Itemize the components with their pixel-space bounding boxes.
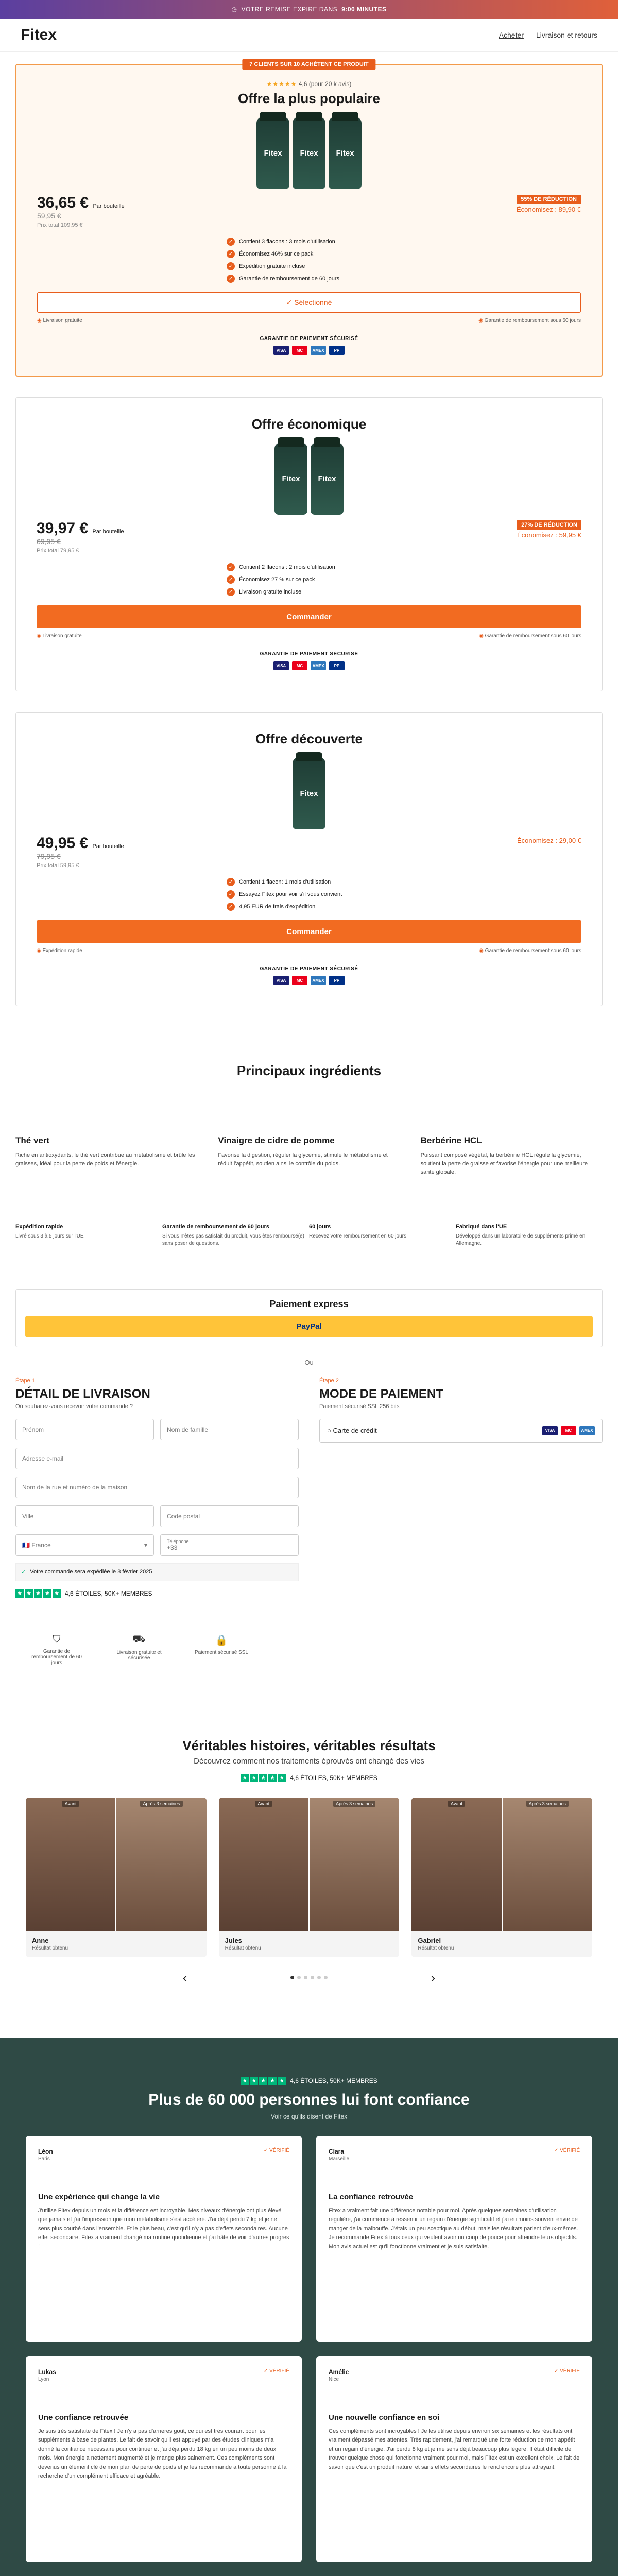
review-body: J'utilise Fitex depuis un mois et la différence est incroyable. Mes niveaux d'énergie ont plus élevé que jamais et j'ai l'impression que mon métabolisme s'est accéléré. J'ai déjà perdu 7 kg et je ne sens plus courbé dans l'ensemble. Et le plus beau, c'est qu'il n'y a pas d'effets secondaires. Aucune effet secondaire. Fitex a vraiment changé ma routine quotidienne et j'ai hâte de voir d'autres progrès ! xyxy=(38,2207,289,2250)
review-title: La confiance retrouvée xyxy=(329,2192,414,2201)
reviewer-city: Marseille xyxy=(329,2156,350,2162)
ingredient-desc: Riche en antioxydants, le thé vert contribue au métabolisme et brûle les graisses, idéal pour la perte de poids et l'énergie. xyxy=(15,1152,195,1167)
feature-item: ✓ Économisez 46% sur ce pack xyxy=(227,250,391,258)
review-title: Une nouvelle confiance en soi xyxy=(329,2413,440,2422)
email-field[interactable]: Adresse e-mail xyxy=(15,1448,299,1469)
verified-badge: ✓ VÉRIFIÉ xyxy=(554,2368,580,2374)
site-header xyxy=(0,19,618,52)
step-label: Étape 2 xyxy=(319,1377,339,1384)
payment-icons xyxy=(37,661,581,670)
payment-icons xyxy=(37,976,581,985)
chevron-left-icon[interactable]: ‹ xyxy=(182,1969,187,1986)
price-unit: Par bouteille xyxy=(92,529,124,535)
offer-title: Offre la plus populaire xyxy=(238,91,380,106)
feature-item: ✓ Garantie de remboursement de 60 jours xyxy=(227,275,391,283)
check-icon: ✓ xyxy=(227,890,235,899)
ingredient-desc: Favorise la digestion, réguler la glycémie, stimule le métabolisme et réduit l'appétit, soutien ainsi le contrôle du poids. xyxy=(218,1152,388,1167)
first-name-field[interactable]: Prénom xyxy=(15,1419,154,1440)
card-icons xyxy=(542,1426,595,1435)
stories-sub: Découvrez comment nos traitements éprouvés ont changé des vies xyxy=(194,1756,424,1766)
visa-icon: VISA xyxy=(273,346,289,355)
reviews-sub: Voir ce qu'ils disent de Fitex xyxy=(270,2112,348,2120)
offer-card-economy[interactable] xyxy=(15,397,603,691)
story-name: Anne xyxy=(32,1936,49,1944)
offers-section xyxy=(15,61,603,1006)
mini-info: ◉ Garantie de remboursement sous 60 jours xyxy=(479,633,581,639)
feature-item: ✓ Contient 3 flacons : 3 mois d'utilisation xyxy=(227,238,391,246)
offer-card-discovery[interactable] xyxy=(15,712,603,1006)
reviews-rating: ★ ★ ★ ★ ★ 4,6 ÉTOILES, 50K+ MEMBRES xyxy=(0,2077,618,2085)
check-icon: ✓ xyxy=(227,588,235,596)
product-image xyxy=(37,752,581,829)
info-item: 60 jours Recevez votre remboursement en 60 jours xyxy=(309,1223,406,1239)
logo[interactable]: Fitex xyxy=(21,26,57,43)
main-nav xyxy=(499,31,597,39)
amex-icon: AMEX xyxy=(311,346,326,355)
or-divider: Ou xyxy=(304,1358,314,1366)
review-card xyxy=(316,2356,592,2562)
check-icon: ✓ xyxy=(286,298,295,307)
reviewer-name: Lukas xyxy=(38,2368,56,2376)
offer-price xyxy=(37,520,124,537)
offer-rating xyxy=(37,80,581,88)
offer-card-popular[interactable] xyxy=(15,61,603,377)
carousel-dot[interactable] xyxy=(311,1976,314,1979)
price-value: 49,95 € xyxy=(37,835,89,852)
carousel-dot[interactable] xyxy=(297,1976,301,1979)
story-meta: Résultat obtenu xyxy=(32,1945,68,1951)
ingredient-desc: Puissant composé végétal, la berbérine HCL régule la glycémie, soutient la perte de graisse et favorise l'énergie pour une meilleure santé globale. xyxy=(420,1152,588,1175)
feature-item: ✓ Contient 1 flacon: 1 mois d'utilisation xyxy=(227,878,391,886)
amex-icon: AMEX xyxy=(311,661,326,670)
offer-features xyxy=(227,878,391,911)
review-body: Fitex a vraiment fait une différence notable pour moi. Après quelques semaines d'utilisation régulière, j'ai commencé à ressentir un regain d'énergie significatif et j'ai eu moins souvent envie de manger de la malbouffe. J'étais un peu sceptique au début, mais les résultats parlent d'eux-mêmes. Je recommande Fitex à tous ceux qui veulent avoir un coup de pouce pour atteindre leurs objectifs. Mon avis actuel est qu'il fonctionne vraiment et je suis satisfaite. xyxy=(329,2207,578,2250)
before-after-image: Avant Après 3 semaines xyxy=(219,1798,400,1931)
secure-payment-label: GARANTIE DE PAIEMENT SÉCURISÉ xyxy=(260,336,358,342)
express-payment xyxy=(15,1289,603,1347)
secure-payment-label: GARANTIE DE PAIEMENT SÉCURISÉ xyxy=(260,651,358,657)
check-icon: ✓ xyxy=(21,1569,26,1575)
reviewer-name: Léon xyxy=(38,2147,53,2155)
saving-text: Économisez : 29,00 € xyxy=(517,837,581,844)
review-card xyxy=(316,2136,592,2342)
price-unit: Par bouteille xyxy=(92,843,124,850)
nav-buy[interactable]: Acheter xyxy=(499,30,524,39)
offer-title: Offre économique xyxy=(251,416,367,432)
carousel-dots xyxy=(290,1976,328,1979)
review-grid xyxy=(26,2136,592,2576)
check-icon: ✓ xyxy=(227,250,235,258)
review-body: Ces compléments sont incroyables ! Je les utilise depuis environ six semaines et les résultats ont vraiment dépassé mes attentes. Très rapidement, j'ai remarqué une forte réduction de mon appétit et un regain d'énergie. J'ai perdu 8 kg et je me sens déjà beaucoup plus légère. Il était difficile de trouver quelque chose qui fonctionne vraiment pour moi, mais Fitex est un excellent choix. Le fait de savoir que c'est un produit naturel et sans effets secondaires le rend encore plus attrayant. xyxy=(329,2428,580,2470)
payment-icons xyxy=(37,346,581,355)
check-icon: ✓ xyxy=(227,563,235,571)
trustpilot-stars-icon: ★ ★ ★ ★ ★ xyxy=(15,1589,61,1598)
price-unit: Par bouteille xyxy=(93,203,125,209)
flag-icon: 🇫🇷 xyxy=(22,1541,32,1549)
jar: Fitex xyxy=(311,443,344,515)
old-price: 59,95 € xyxy=(37,212,61,220)
guarantee-item: 🔒 Paiement sécurisé SSL xyxy=(191,1634,252,1666)
trust-rating: ★ ★ ★ ★ ★ 4,6 ÉTOILES, 50K+ MEMBRES xyxy=(15,1589,299,1598)
mastercard-icon: MC xyxy=(292,976,307,985)
street-field[interactable]: Nom de la rue et numéro de la maison xyxy=(15,1477,299,1498)
reviews-section xyxy=(0,2038,618,2576)
visa-icon: VISA xyxy=(273,976,289,985)
price-note: Prix total 79,95 € xyxy=(37,548,79,554)
story-card xyxy=(26,1798,207,1957)
phone-field[interactable]: Téléphone +33 xyxy=(160,1534,299,1556)
delivery-title: DÉTAIL DE LIVRAISON xyxy=(15,1386,150,1401)
story-name: Gabriel xyxy=(418,1936,441,1944)
mastercard-icon: MC xyxy=(292,661,307,670)
checkout-section xyxy=(15,1289,603,1598)
promo-topbar xyxy=(0,0,618,19)
amex-icon: AMEX xyxy=(579,1426,595,1435)
check-icon: ✓ xyxy=(227,878,235,886)
check-icon: ✓ xyxy=(263,2147,270,2154)
price-note: Prix total 109,95 € xyxy=(37,222,83,228)
mastercard-icon: MC xyxy=(561,1426,576,1435)
reviewer-name: Clara xyxy=(329,2147,345,2155)
reviews-title: Plus de 60 000 personnes lui font confiance xyxy=(148,2091,470,2108)
offer-features xyxy=(227,563,391,596)
ingredient-name: Berbérine HCL xyxy=(420,1136,482,1145)
secure-payment-label: GARANTIE DE PAIEMENT SÉCURISÉ xyxy=(260,966,358,972)
stories-title: Véritables histoires, véritables résultats xyxy=(182,1737,436,1753)
old-price: 79,95 € xyxy=(37,852,61,860)
guarantees xyxy=(15,1634,603,1666)
mini-info: ◉ Expédition rapide xyxy=(37,948,82,954)
ingredient-name: Vinaigre de cidre de pomme xyxy=(218,1136,335,1145)
last-name-field[interactable]: Nom de famille xyxy=(160,1419,299,1440)
info-strip xyxy=(15,1208,603,1263)
ingredient-item xyxy=(421,1136,603,1177)
paypal-icon: PP xyxy=(329,346,345,355)
feature-item: ✓ Économisez 27 % sur ce pack xyxy=(227,575,391,584)
paypal-icon: PP xyxy=(329,661,345,670)
old-price: 69,95 € xyxy=(37,537,61,546)
delivery-form xyxy=(15,1378,299,1598)
order-button[interactable]: Commander xyxy=(37,920,581,943)
offer-badge: 7 CLIENTS SUR 10 ACHÈTENT CE PRODUIT xyxy=(242,59,375,70)
story-meta: Résultat obtenu xyxy=(225,1945,261,1951)
price-value: 39,97 € xyxy=(37,520,89,537)
offer-price xyxy=(37,194,125,212)
payment-title: MODE DE PAIEMENT xyxy=(319,1386,443,1401)
ingredient-name: Thé vert xyxy=(15,1136,50,1145)
check-icon: ✓ xyxy=(227,275,235,283)
delivery-note: ✓ Votre commande sera expédiée le 8 février 2025 xyxy=(15,1563,299,1581)
jar: Fitex xyxy=(256,117,289,189)
offer-price xyxy=(37,835,124,852)
carousel-dot[interactable] xyxy=(324,1976,328,1979)
review-body: Je suis très satisfaite de Fitex ! Je n'y a pas d'arrières goût, ce qui est très courant pour les suppléments à base de plantes. Le fait de savoir qu'il est appuyé par des études cliniques m'a donné la confiance nécessaire pour continuer et j'ai déjà perdu 18 kg en un peu moins de deux mois. Mon énergie a nettement augmenté et je mange plus sainement. Ces compléments sont devenus un élément clé de mon plan de perte de poids et je les recommande à toute personne à la recherche d'un complément efficace et agréable. xyxy=(38,2428,287,2480)
zip-field[interactable]: Code postal xyxy=(160,1505,299,1527)
country-select[interactable]: 🇫🇷 France ▾ xyxy=(15,1534,154,1556)
guarantee-item: ⛉ Garantie de remboursement de 60 jours xyxy=(26,1634,88,1666)
saving-text: Économisez : 89,90 € xyxy=(516,206,581,213)
feature-item: ✓ Livraison gratuite incluse xyxy=(227,588,391,596)
trustpilot-stars-icon: ★ ★ ★ ★ ★ xyxy=(241,2077,286,2085)
feature-item: ✓ Contient 2 flacons : 2 mois d'utilisation xyxy=(227,563,391,571)
step-label: Étape 1 xyxy=(15,1377,35,1384)
delivery-sub: Où souhaitez-vous recevoir votre commande ? xyxy=(15,1403,133,1410)
before-after-image: Avant Après 3 semaines xyxy=(26,1798,207,1931)
visa-icon: VISA xyxy=(273,661,289,670)
check-icon: ✓ xyxy=(227,575,235,584)
verified-badge: ✓ VÉRIFIÉ xyxy=(263,2147,289,2154)
info-item: Fabriqué dans l'UE Développé dans un laboratoire de suppléments primé en Allemagne. xyxy=(456,1223,586,1246)
ingredients-list xyxy=(15,1136,603,1177)
payment-form xyxy=(319,1378,603,1598)
carousel-dot[interactable] xyxy=(304,1976,307,1979)
carousel-nav xyxy=(0,1970,618,1986)
check-icon: ✓ xyxy=(554,2147,560,2154)
jar: Fitex xyxy=(329,117,362,189)
reviewer-name: Amélie xyxy=(329,2368,349,2376)
mini-info: ◉ Livraison gratuite xyxy=(37,633,82,639)
reviewer-city: Paris xyxy=(38,2156,50,2162)
jar: Fitex xyxy=(293,757,325,829)
paypal-button[interactable]: PayPal xyxy=(25,1316,593,1337)
review-title: Une expérience qui change la vie xyxy=(38,2192,160,2201)
saving-tag: 27% DE RÉDUCTION xyxy=(517,520,581,530)
radio-icon: ○ xyxy=(327,1427,333,1434)
review-title: Une confiance retrouvée xyxy=(38,2413,129,2422)
feature-item: ✓ Essayez Fitex pour voir s'il vous convient xyxy=(227,890,391,899)
verified-badge: ✓ VÉRIFIÉ xyxy=(554,2147,580,2154)
chevron-down-icon: ▾ xyxy=(144,1541,147,1549)
offer-title: Offre découverte xyxy=(255,731,363,747)
check-icon: ✓ xyxy=(227,238,235,246)
saving-tag: 55% DE RÉDUCTION xyxy=(517,195,581,204)
story-name: Jules xyxy=(225,1936,242,1944)
reviewer-city: Lyon xyxy=(38,2376,49,2382)
check-icon: ✓ xyxy=(263,2368,270,2374)
select-button[interactable]: ✓ Sélectionné xyxy=(37,292,581,313)
jar: Fitex xyxy=(274,443,307,515)
price-note: Prix total 59,95 € xyxy=(37,862,79,869)
ingredient-item xyxy=(15,1136,197,1177)
review-card xyxy=(26,2136,302,2342)
ingredients-title: Principaux ingrédients xyxy=(236,1063,382,1078)
story-meta: Résultat obtenu xyxy=(418,1945,454,1951)
nav-shipping[interactable]: Livraison et retours xyxy=(536,30,597,39)
topbar-text: VOTRE REMISE EXPIRE DANS xyxy=(241,6,338,13)
credit-card-option[interactable]: ○ Carte de crédit VISA MC AMEX xyxy=(319,1419,603,1443)
order-button[interactable]: Commander xyxy=(37,605,581,628)
express-title: Paiement express xyxy=(269,1298,349,1309)
star-icons: ★★★★★ xyxy=(266,80,297,88)
jar: Fitex xyxy=(293,117,325,189)
truck-icon: ⛟ xyxy=(132,1633,146,1645)
trustpilot-stars-icon: ★ ★ ★ ★ ★ xyxy=(241,1774,286,1782)
shield-icon: ⛉ xyxy=(53,1633,61,1645)
before-after-image: Avant Après 3 semaines xyxy=(411,1798,592,1931)
price-value: 36,65 € xyxy=(37,194,89,211)
payment-sub: Paiement sécurisé SSL 256 bits xyxy=(319,1403,400,1410)
ingredient-item xyxy=(218,1136,400,1177)
stories-carousel xyxy=(26,1798,592,1957)
info-item: Expédition rapide Livré sous 3 à 5 jours sur l'UE xyxy=(15,1223,84,1239)
reviewer-city: Nice xyxy=(329,2376,339,2382)
topbar-timer: 9:00 MINUTES xyxy=(341,6,387,13)
info-item: Garantie de remboursement de 60 jours Si vous n'êtes pas satisfait du produit, vous êtes remboursé(e) sans poser de questions. xyxy=(162,1223,304,1246)
check-icon: ✓ xyxy=(227,903,235,911)
stories-rating: ★ ★ ★ ★ ★ 4,6 ÉTOILES, 50K+ MEMBRES xyxy=(0,1774,618,1782)
check-icon: ✓ xyxy=(227,262,235,270)
mini-info: ◉ Garantie de remboursement sous 60 jours xyxy=(479,948,581,954)
mini-info: ◉ Garantie de remboursement sous 60 jours xyxy=(478,318,581,324)
product-image xyxy=(37,437,581,515)
chevron-right-icon[interactable]: › xyxy=(431,1969,436,1986)
clock-icon: ◷ xyxy=(231,6,237,13)
story-card xyxy=(411,1798,592,1957)
review-card xyxy=(26,2356,302,2562)
story-card xyxy=(219,1798,400,1957)
paypal-icon: PP xyxy=(329,976,345,985)
lock-icon: 🔒 xyxy=(215,1634,228,1646)
feature-item: ✓ 4,95 EUR de frais d'expédition xyxy=(227,903,391,911)
city-field[interactable]: Ville xyxy=(15,1505,154,1527)
saving-text: Économisez : 59,95 € xyxy=(517,531,581,539)
check-icon: ✓ xyxy=(554,2368,560,2374)
product-image xyxy=(37,112,581,189)
offer-features xyxy=(227,238,391,283)
amex-icon: AMEX xyxy=(311,976,326,985)
rating-text: 4,6 (pour 20 k avis) xyxy=(298,80,352,88)
visa-icon: VISA xyxy=(542,1426,558,1435)
verified-badge: ✓ VÉRIFIÉ xyxy=(263,2368,289,2374)
guarantee-item: ⛟ Livraison gratuite et sécurisée xyxy=(108,1634,170,1666)
feature-item: ✓ Expédition gratuite incluse xyxy=(227,262,391,270)
carousel-dot[interactable] xyxy=(290,1976,294,1979)
mini-info: ◉ Livraison gratuite xyxy=(37,318,82,324)
mastercard-icon: MC xyxy=(292,346,307,355)
carousel-dot[interactable] xyxy=(317,1976,321,1979)
